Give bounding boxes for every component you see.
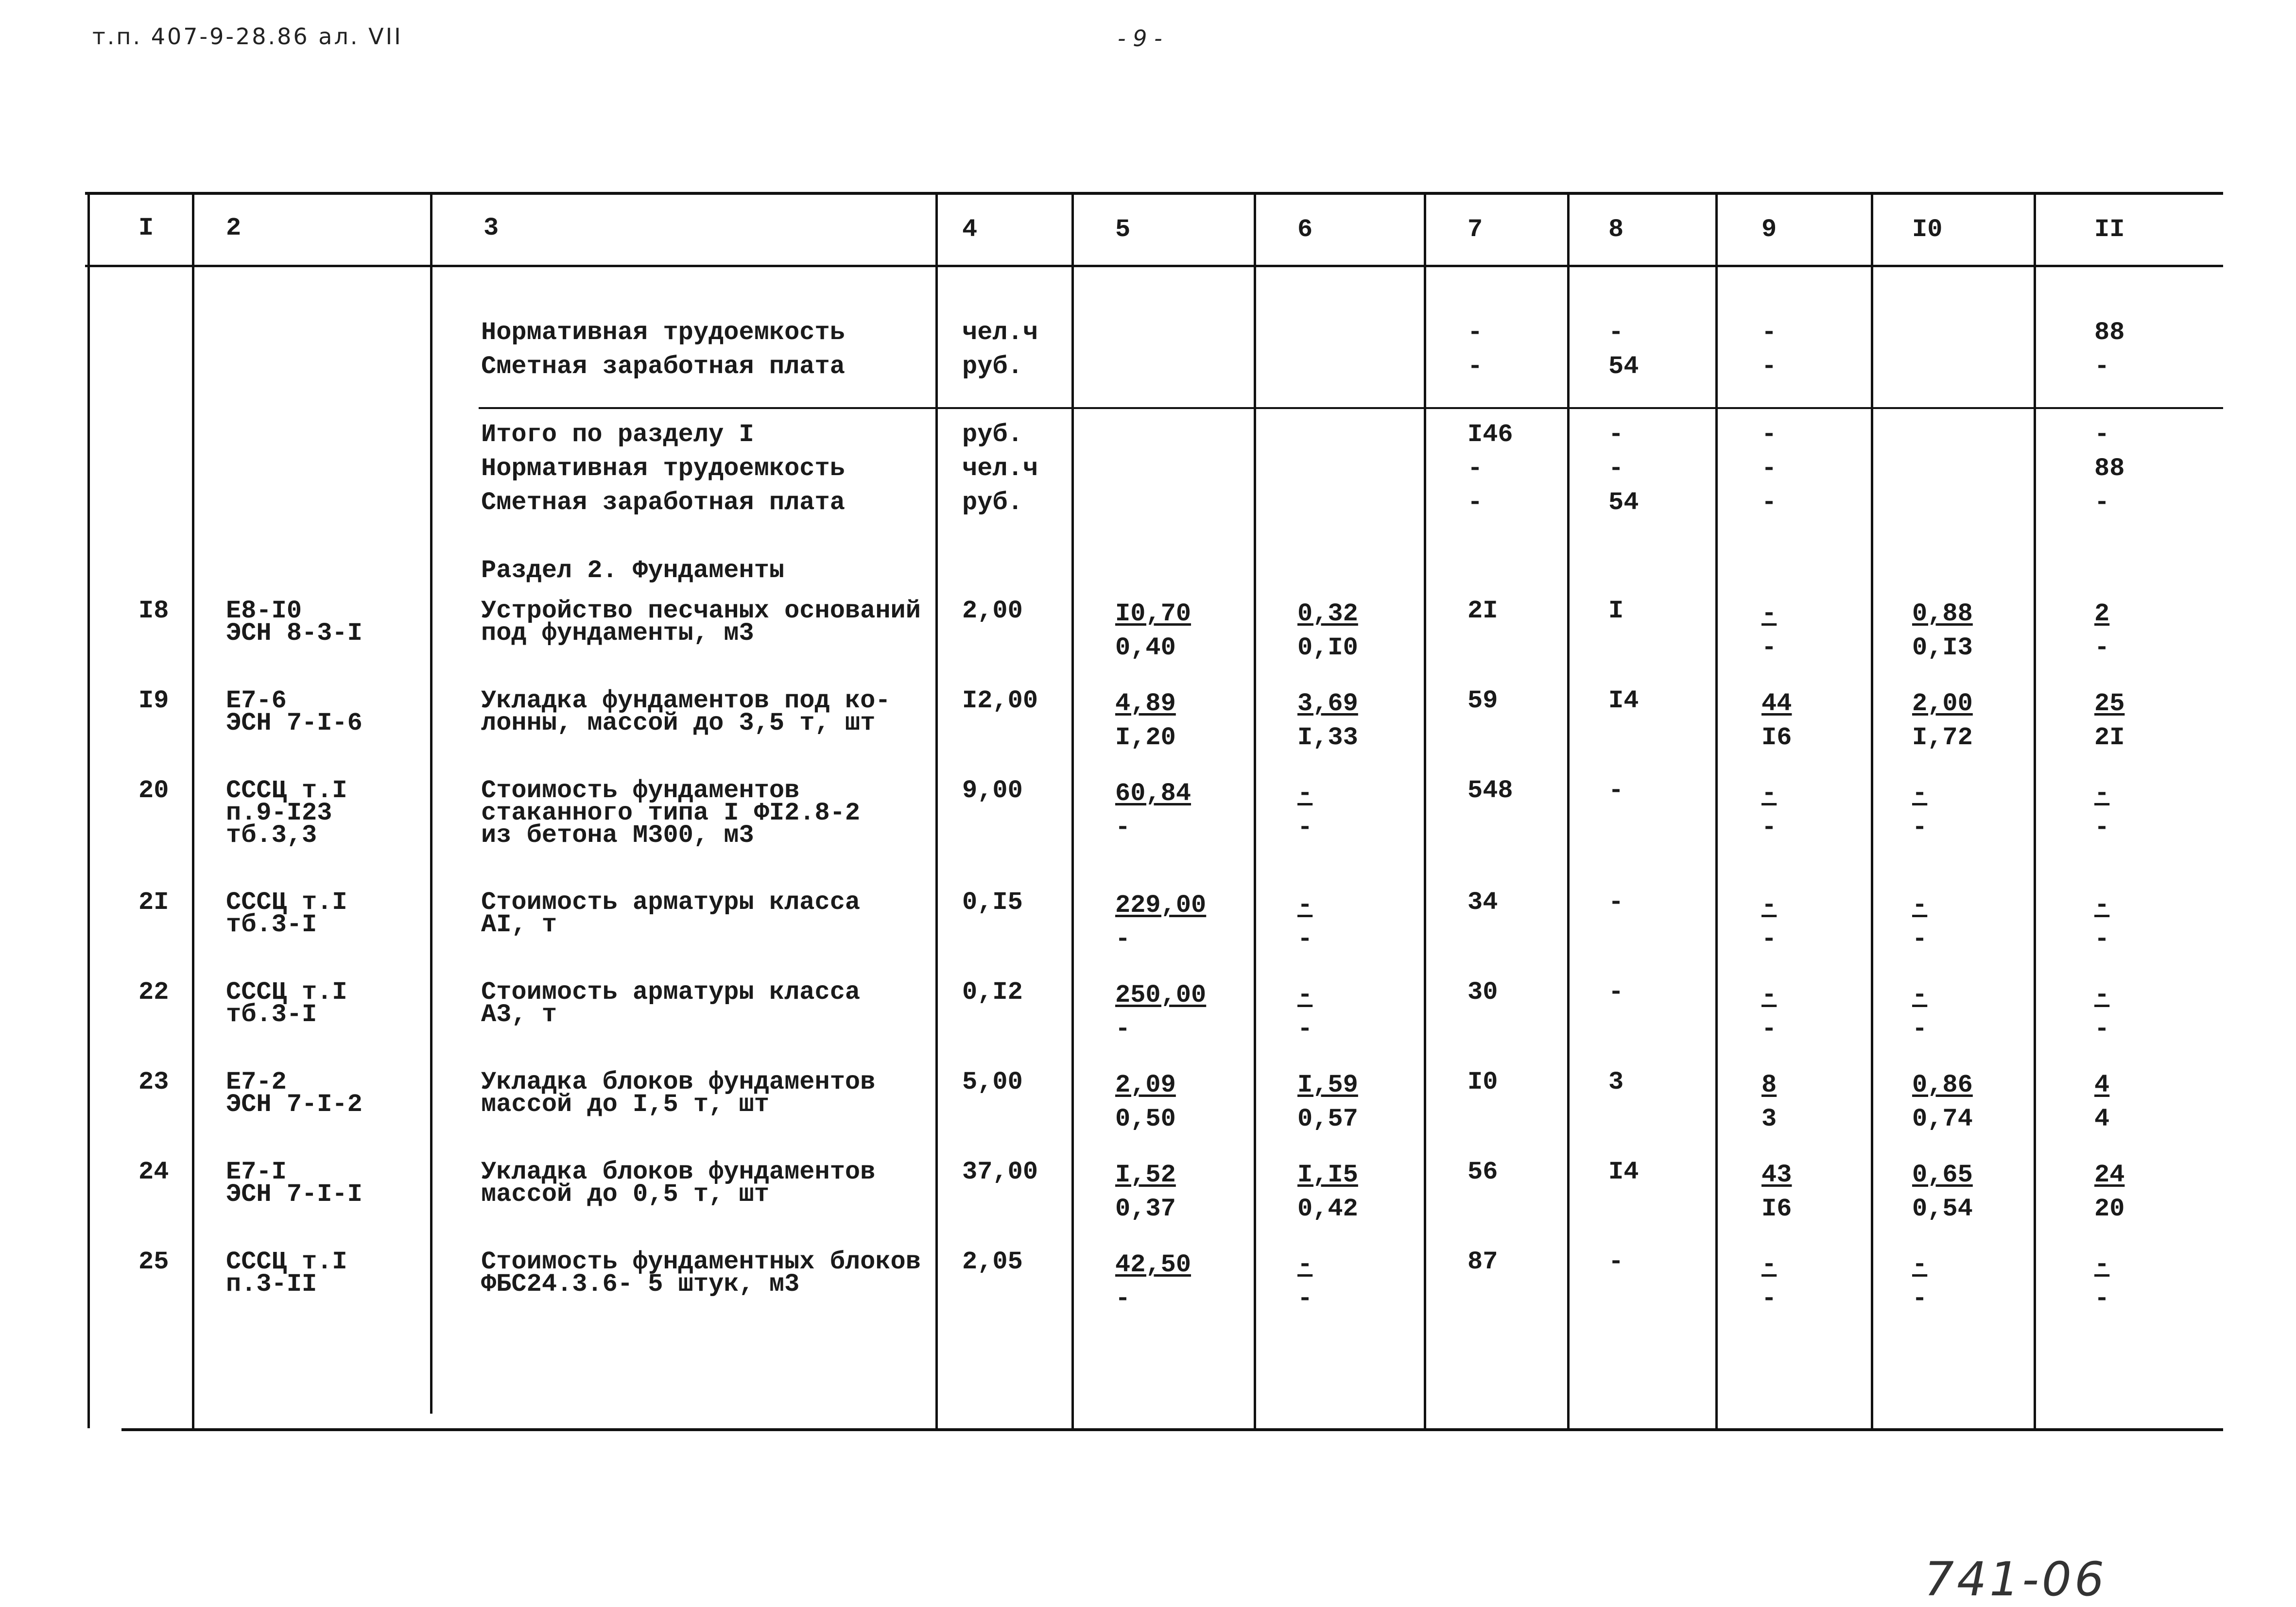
fraction-numerator: 3,69	[1297, 689, 1358, 718]
fraction-numerator: 2,00	[1912, 689, 1973, 718]
fraction-denominator: -	[1115, 1284, 1131, 1313]
table-top-border	[85, 192, 2223, 195]
machine-cost	[1761, 978, 1777, 1046]
fraction-numerator: -	[1761, 1250, 1777, 1279]
fraction-denominator: -	[1912, 1015, 1928, 1043]
fraction-numerator: 2	[2094, 599, 2110, 628]
fraction-numerator: 250,00	[1115, 981, 1207, 1009]
unit-cost	[1115, 1158, 1176, 1226]
fraction-numerator: I0,70	[1115, 599, 1191, 628]
unit-cost	[1115, 777, 1191, 845]
unit-wage	[1297, 1068, 1358, 1136]
fraction-numerator: -	[1761, 891, 1777, 920]
fraction-denominator: -	[1115, 813, 1131, 842]
labor-per-unit	[1912, 889, 1927, 957]
column-header-11: II	[2094, 215, 2125, 244]
machine-cost	[1761, 777, 1777, 845]
fraction-numerator: 229,00	[1115, 891, 1207, 920]
summary-unit: руб.	[962, 420, 1023, 449]
column-header-7: 7	[1467, 215, 1483, 244]
fraction-denominator: -	[1115, 925, 1131, 954]
unit-wage	[1297, 777, 1312, 845]
column-header-6: 6	[1297, 215, 1313, 244]
machine-cost	[1761, 1248, 1777, 1316]
summary-value-col8: -	[1608, 454, 1624, 483]
rate-code: СССЦ т.I тб.3-I	[226, 888, 347, 939]
fraction-numerator: -	[1297, 779, 1313, 808]
summary-value-col7: -	[1467, 488, 1483, 517]
wage-total: 3	[1608, 1068, 1624, 1096]
column-divider-9	[1715, 192, 1718, 1428]
fraction-denominator: 0,57	[1297, 1105, 1358, 1133]
unit-cost	[1115, 687, 1176, 755]
unit-wage	[1297, 597, 1358, 665]
summary-value-col7: -	[1467, 318, 1483, 347]
column-header-5: 5	[1115, 215, 1131, 244]
fraction-numerator: -	[2094, 891, 2110, 920]
summary-value-col7: I46	[1467, 420, 1513, 449]
fraction-denominator: -	[1297, 1284, 1313, 1313]
unit-wage	[1297, 978, 1312, 1046]
total-cost: 59	[1467, 686, 1498, 715]
rate-code: Е7-I ЭСН 7-I-I	[226, 1158, 363, 1209]
unit-wage	[1297, 889, 1312, 957]
fraction-numerator: -	[1912, 981, 1928, 1009]
fraction-denominator: -	[1912, 1284, 1928, 1313]
rate-code: Е8-I0 ЭСН 8-3-I	[226, 597, 363, 648]
fraction-numerator: -	[1761, 981, 1777, 1009]
unit-cost	[1115, 1248, 1191, 1316]
quantity: 37,00	[962, 1158, 1038, 1186]
fraction-denominator: 0,I3	[1912, 633, 1973, 662]
rate-code: Е7-6 ЭСН 7-I-6	[226, 686, 363, 737]
fraction-denominator: -	[1761, 633, 1777, 662]
fraction-denominator: -	[2094, 633, 2110, 662]
fraction-denominator: -	[2094, 925, 2110, 954]
fraction-numerator: I,59	[1297, 1071, 1358, 1099]
column-divider-8	[1567, 192, 1570, 1428]
fraction-numerator: 0,88	[1912, 599, 1973, 628]
fraction-denominator: -	[1297, 925, 1313, 954]
summary-value-col8: -	[1608, 420, 1624, 449]
section-title: Раздел 2. Фундаменты	[481, 556, 785, 585]
unit-wage	[1297, 687, 1358, 755]
table-bottom-border	[121, 1428, 2223, 1431]
work-description: Стоимость фундаментных блоков ФБС24.3.6- 5 штук, м3	[481, 1248, 921, 1299]
row-number: I9	[138, 686, 169, 715]
column-header-4: 4	[962, 215, 978, 244]
unit-wage	[1297, 1158, 1358, 1226]
rate-code: Е7-2 ЭСН 7-I-2	[226, 1068, 363, 1119]
fraction-numerator: 8	[1761, 1071, 1777, 1099]
total-cost: 2I	[1467, 597, 1498, 625]
labor-total	[2094, 1068, 2109, 1136]
summary-value-col8: -	[1608, 318, 1624, 347]
fraction-denominator: I,72	[1912, 723, 1973, 752]
total-cost: I0	[1467, 1068, 1498, 1096]
fraction-denominator: I6	[1761, 1195, 1792, 1223]
fraction-numerator: 0,86	[1912, 1071, 1973, 1099]
labor-total	[2094, 777, 2109, 845]
fraction-denominator: 0,54	[1912, 1195, 1973, 1223]
summary-value-col9: -	[1761, 488, 1777, 517]
summary-value-col9: -	[1761, 454, 1777, 483]
row-number: 23	[138, 1068, 169, 1096]
summary-value-col11: -	[2094, 420, 2110, 449]
rate-code: СССЦ т.I п.9-I23 тб.3,3	[226, 776, 347, 850]
machine-cost	[1761, 687, 1792, 755]
wage-total: I4	[1608, 1158, 1639, 1186]
fraction-denominator: -	[1761, 813, 1777, 842]
column-divider-1	[87, 192, 90, 1428]
summary-value-col8: 54	[1608, 488, 1639, 517]
fraction-denominator: -	[1297, 1015, 1313, 1043]
labor-total	[2094, 889, 2109, 957]
total-cost: 34	[1467, 888, 1498, 917]
fraction-numerator: 0,32	[1297, 599, 1358, 628]
machine-cost	[1761, 1158, 1792, 1226]
wage-total: I4	[1608, 686, 1639, 715]
fraction-denominator: 3	[1761, 1105, 1777, 1133]
column-divider-6	[1254, 192, 1256, 1428]
column-divider-10	[1871, 192, 1873, 1428]
fraction-numerator: 43	[1761, 1161, 1792, 1189]
fraction-denominator: -	[1297, 813, 1313, 842]
column-header-10: I0	[1912, 215, 1943, 244]
wage-total: -	[1608, 776, 1624, 805]
fraction-numerator: 4,89	[1115, 689, 1176, 718]
fraction-denominator: 0,42	[1297, 1195, 1358, 1223]
quantity: 5,00	[962, 1068, 1023, 1096]
fraction-numerator: -	[1912, 1250, 1928, 1279]
fraction-numerator: 44	[1761, 689, 1792, 718]
quantity: 0,I2	[962, 978, 1023, 1007]
fraction-numerator: -	[2094, 1250, 2110, 1279]
machine-cost	[1761, 1068, 1777, 1136]
labor-per-unit	[1912, 1158, 1973, 1226]
work-description: Укладка фундаментов под ко- лонны, массой до 3,5 т, шт	[481, 686, 891, 737]
labor-per-unit	[1912, 597, 1973, 665]
labor-per-unit	[1912, 1068, 1973, 1136]
fraction-numerator: I,52	[1115, 1161, 1176, 1189]
fraction-denominator: -	[1912, 813, 1928, 842]
wage-total: -	[1608, 888, 1624, 917]
header-bottom-border	[85, 265, 2223, 267]
fraction-denominator: -	[1115, 1015, 1131, 1043]
summary-unit: руб.	[962, 488, 1023, 517]
work-description: Стоимость арматуры класса АI, т	[481, 888, 861, 939]
unit-cost	[1115, 597, 1191, 665]
column-divider-5	[1071, 192, 1074, 1428]
column-header-3: 3	[483, 214, 499, 242]
total-cost: 87	[1467, 1248, 1498, 1276]
labor-total	[2094, 978, 2109, 1046]
fraction-numerator: 42,50	[1115, 1250, 1191, 1279]
fraction-denominator: -	[2094, 813, 2110, 842]
fraction-numerator: 25	[2094, 689, 2125, 718]
fraction-denominator: 2I	[2094, 723, 2125, 752]
quantity: 9,00	[962, 776, 1023, 805]
summary-label: Нормативная трудоемкость	[481, 318, 845, 347]
fraction-denominator: I,33	[1297, 723, 1358, 752]
document-code: т.п. 407-9-28.86 ал. VII	[92, 23, 403, 50]
wage-total: -	[1608, 978, 1624, 1007]
work-description: Стоимость арматуры класса А3, т	[481, 978, 861, 1029]
labor-per-unit	[1912, 978, 1927, 1046]
row-number: 20	[138, 776, 169, 805]
labor-total	[2094, 1158, 2124, 1226]
column-divider-2	[192, 192, 194, 1428]
summary-unit: чел.ч	[962, 318, 1038, 347]
row-number: 25	[138, 1248, 169, 1276]
row-number: 22	[138, 978, 169, 1007]
fraction-denominator: -	[1761, 1284, 1777, 1313]
row-number: I8	[138, 597, 169, 625]
column-header-8: 8	[1608, 215, 1624, 244]
row-number: 24	[138, 1158, 169, 1186]
summary-unit: руб.	[962, 352, 1023, 381]
fraction-numerator: 24	[2094, 1161, 2125, 1189]
fraction-numerator: -	[1761, 599, 1777, 628]
fraction-denominator: -	[2094, 1284, 2110, 1313]
labor-total	[2094, 687, 2124, 755]
rate-code: СССЦ т.I п.3-II	[226, 1248, 347, 1299]
quantity: 0,I5	[962, 888, 1023, 917]
fraction-denominator: I6	[1761, 723, 1792, 752]
machine-cost	[1761, 889, 1777, 957]
column-divider-7	[1424, 192, 1426, 1428]
column-header-2: 2	[226, 214, 242, 242]
fraction-numerator: -	[1912, 891, 1928, 920]
fraction-numerator: -	[1297, 1250, 1313, 1279]
total-cost: 56	[1467, 1158, 1498, 1186]
fraction-numerator: 60,84	[1115, 779, 1191, 808]
summary-value-col11: 88	[2094, 318, 2125, 347]
fraction-numerator: I,I5	[1297, 1161, 1358, 1189]
summary-label: Итого по разделу I	[481, 420, 754, 449]
fraction-denominator: -	[1912, 925, 1928, 954]
fraction-denominator: -	[1761, 1015, 1777, 1043]
fraction-denominator: -	[1761, 925, 1777, 954]
labor-total	[2094, 597, 2109, 665]
work-description: Укладка блоков фундаментов массой до 0,5 т, шт	[481, 1158, 876, 1209]
summary-label: Сметная заработная плата	[481, 352, 845, 381]
fraction-numerator: 2,09	[1115, 1071, 1176, 1099]
summary-label: Нормативная трудоемкость	[481, 454, 845, 483]
summary-value-col8: 54	[1608, 352, 1639, 381]
wage-total: -	[1608, 1248, 1624, 1276]
column-header-9: 9	[1761, 215, 1777, 244]
labor-per-unit	[1912, 687, 1973, 755]
fraction-denominator: 0,50	[1115, 1105, 1176, 1133]
unit-cost	[1115, 1068, 1176, 1136]
unit-cost	[1115, 889, 1206, 957]
machine-cost	[1761, 597, 1777, 665]
column-divider-11	[2034, 192, 2036, 1428]
rate-code: СССЦ т.I тб.3-I	[226, 978, 347, 1029]
page-number: - 9 -	[1118, 25, 1162, 51]
unit-wage	[1297, 1248, 1312, 1316]
unit-cost	[1115, 978, 1206, 1046]
summary-value-col11: -	[2094, 352, 2110, 381]
fraction-numerator: -	[2094, 981, 2110, 1009]
fraction-numerator: 4	[2094, 1071, 2110, 1099]
fraction-denominator: I,20	[1115, 723, 1176, 752]
fraction-numerator: 0,65	[1912, 1161, 1973, 1189]
work-description: Стоимость фундаментов стаканного типа I ФI2.8-2 из бетона М300, м3	[481, 776, 861, 850]
fraction-numerator: -	[1297, 981, 1313, 1009]
labor-per-unit	[1912, 777, 1927, 845]
work-description: Устройство песчаных оснований под фундаменты, м3	[481, 597, 921, 648]
labor-per-unit	[1912, 1248, 1927, 1316]
quantity: I2,00	[962, 686, 1038, 715]
summary-divider	[479, 407, 2223, 409]
fraction-numerator: -	[2094, 779, 2110, 808]
summary-value-col9: -	[1761, 318, 1777, 347]
summary-value-col7: -	[1467, 454, 1483, 483]
fraction-denominator: 0,40	[1115, 633, 1176, 662]
summary-value-col9: -	[1761, 420, 1777, 449]
summary-value-col9: -	[1761, 352, 1777, 381]
fraction-numerator: -	[1761, 779, 1777, 808]
fraction-numerator: -	[1297, 891, 1313, 920]
row-number: 2I	[138, 888, 169, 917]
quantity: 2,00	[962, 597, 1023, 625]
fraction-numerator: -	[1912, 779, 1928, 808]
fraction-denominator: 4	[2094, 1105, 2110, 1133]
fraction-denominator: 0,74	[1912, 1105, 1973, 1133]
summary-unit: чел.ч	[962, 454, 1038, 483]
fraction-denominator: -	[2094, 1015, 2110, 1043]
column-divider-4	[935, 192, 938, 1428]
labor-total	[2094, 1248, 2109, 1316]
summary-value-col11: -	[2094, 488, 2110, 517]
summary-value-col7: -	[1467, 352, 1483, 381]
column-divider-3	[430, 192, 432, 1414]
column-header-1: I	[138, 214, 154, 242]
total-cost: 548	[1467, 776, 1513, 805]
summary-value-col11: 88	[2094, 454, 2125, 483]
wage-total: I	[1608, 597, 1624, 625]
work-description: Укладка блоков фундаментов массой до I,5 т, шт	[481, 1068, 876, 1119]
total-cost: 30	[1467, 978, 1498, 1007]
sheet-number: 741-06	[1924, 1552, 2107, 1607]
fraction-denominator: 0,I0	[1297, 633, 1358, 662]
quantity: 2,05	[962, 1248, 1023, 1276]
summary-label: Сметная заработная плата	[481, 488, 845, 517]
fraction-denominator: 0,37	[1115, 1195, 1176, 1223]
fraction-denominator: 20	[2094, 1195, 2125, 1223]
